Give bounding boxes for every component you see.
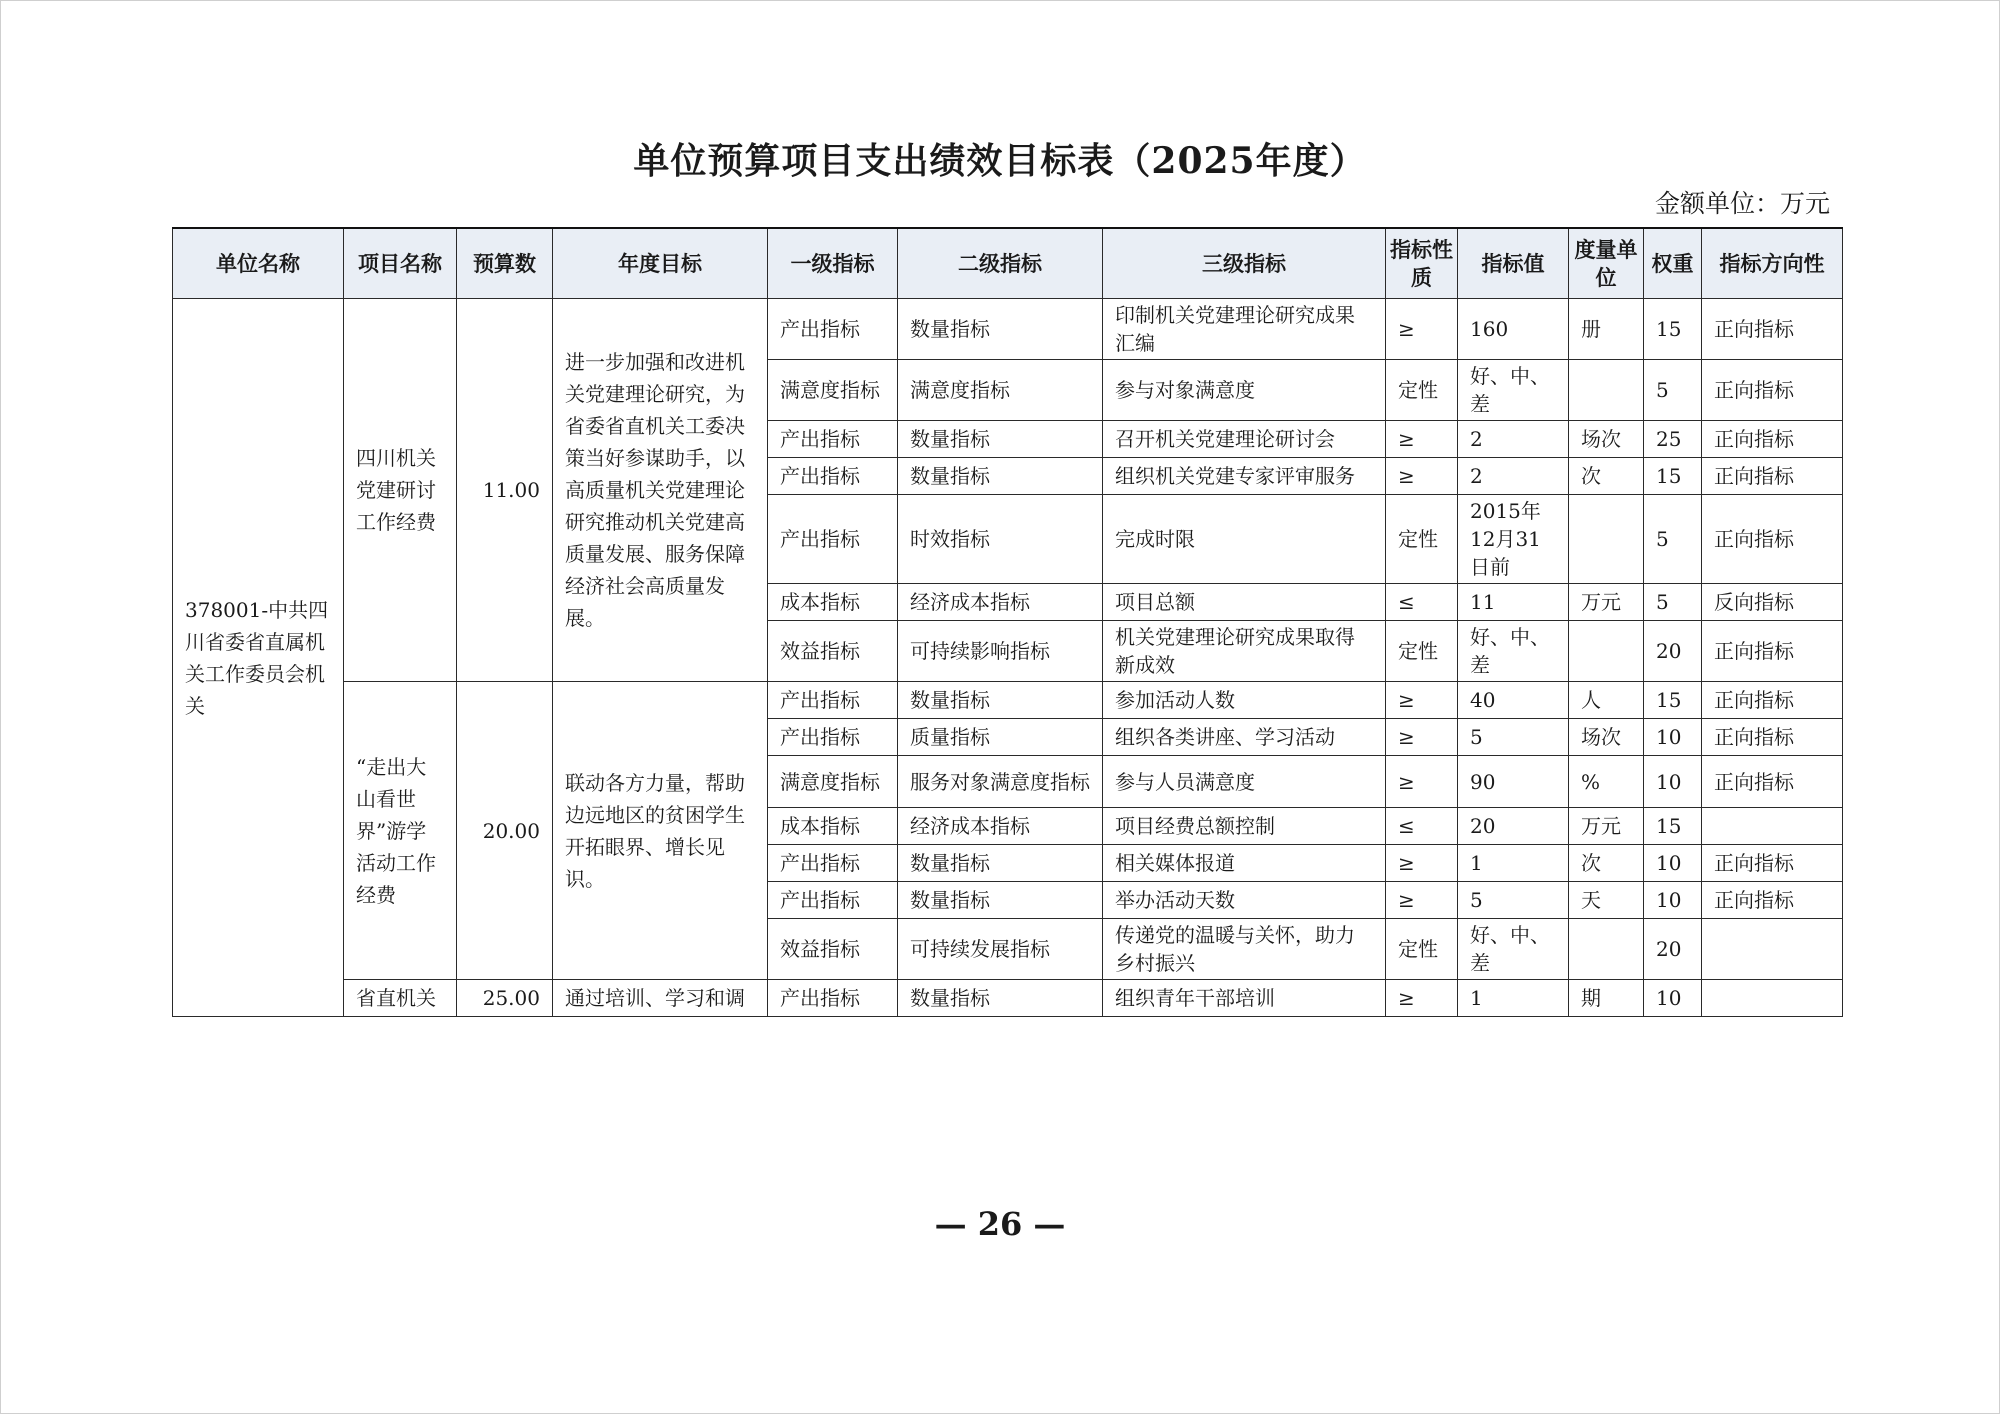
table-row [173,682,1843,719]
weight-cell: 15 [1644,458,1702,495]
level2-indicator-cell: 可持续发展指标 [898,919,1103,980]
level1-indicator-cell: 产出指标 [768,299,898,360]
level2-indicator-cell: 经济成本指标 [898,808,1103,845]
page-title: 单位预算项目支出绩效目标表（2025年度） [633,140,1367,182]
header-cell: 三级指标 [1103,228,1386,299]
measure-unit-cell: 场次 [1569,421,1644,458]
page-number: — 26 — [934,1205,1066,1243]
level1-indicator-cell: 成本指标 [768,584,898,621]
annual-goal-cell: 通过培训、学习和调 [553,980,768,1017]
level3-indicator-cell: 举办活动天数 [1103,882,1386,919]
indicator-value-cell: 好、中、差 [1458,360,1569,421]
level1-indicator-cell: 产出指标 [768,980,898,1017]
weight-cell: 5 [1644,495,1702,584]
level3-indicator-cell: 印制机关党建理论研究成果汇编 [1103,299,1386,360]
level1-indicator-cell: 产出指标 [768,421,898,458]
indicator-value-cell: 好、中、差 [1458,621,1569,682]
level1-indicator-cell: 效益指标 [768,621,898,682]
level1-indicator-cell: 产出指标 [768,845,898,882]
header-cell: 指标性质 [1386,228,1458,299]
table-row [173,299,1843,360]
weight-cell: 5 [1644,584,1702,621]
direction-cell [1702,919,1843,980]
direction-cell: 正向指标 [1702,360,1843,421]
level3-indicator-cell: 项目经费总额控制 [1103,808,1386,845]
indicator-value-cell: 2 [1458,421,1569,458]
indicator-nature-cell: ≥ [1386,882,1458,919]
level3-indicator-cell: 相关媒体报道 [1103,845,1386,882]
indicator-value-cell: 2 [1458,458,1569,495]
weight-cell: 10 [1644,756,1702,808]
header-cell: 二级指标 [898,228,1103,299]
level2-indicator-cell: 数量指标 [898,421,1103,458]
header-cell: 预算数 [457,228,553,299]
level2-indicator-cell: 服务对象满意度指标 [898,756,1103,808]
direction-cell: 正向指标 [1702,421,1843,458]
indicator-value-cell: 2015年12月31日前 [1458,495,1569,584]
indicator-nature-cell: ≥ [1386,299,1458,360]
weight-cell: 10 [1644,980,1702,1017]
level3-indicator-cell: 组织机关党建专家评审服务 [1103,458,1386,495]
measure-unit-cell: 天 [1569,882,1644,919]
weight-cell: 5 [1644,360,1702,421]
table-row [173,980,1843,1017]
project-name-cell: “走出大山看世界”游学活动工作经费 [344,682,457,980]
indicator-value-cell: 1 [1458,845,1569,882]
indicator-nature-cell: 定性 [1386,621,1458,682]
weight-cell: 15 [1644,808,1702,845]
level3-indicator-cell: 传递党的温暖与关怀，助力乡村振兴 [1103,919,1386,980]
level2-indicator-cell: 可持续影响指标 [898,621,1103,682]
annual-goal-cell: 进一步加强和改进机关党建理论研究，为省委省直机关工委决策当好参谋助手，以高质量机关党建理论研究推动机关党建高质量发展、服务保障经济社会高质量发展。 [553,299,768,682]
indicator-nature-cell: ≥ [1386,458,1458,495]
indicator-value-cell: 5 [1458,882,1569,919]
annual-goal-cell: 联动各方力量，帮助边远地区的贫困学生开拓眼界、增长见识。 [553,682,768,980]
level2-indicator-cell: 数量指标 [898,458,1103,495]
direction-cell: 正向指标 [1702,756,1843,808]
level3-indicator-cell: 参与对象满意度 [1103,360,1386,421]
measure-unit-cell [1569,621,1644,682]
level1-indicator-cell: 满意度指标 [768,360,898,421]
measure-unit-cell [1569,919,1644,980]
indicator-value-cell: 40 [1458,682,1569,719]
header-cell: 指标值 [1458,228,1569,299]
level3-indicator-cell: 召开机关党建理论研讨会 [1103,421,1386,458]
measure-unit-cell: 次 [1569,458,1644,495]
indicator-nature-cell: ≥ [1386,719,1458,756]
budget-cell: 25.00 [457,980,553,1017]
level1-indicator-cell: 产出指标 [768,495,898,584]
header-cell: 一级指标 [768,228,898,299]
measure-unit-cell: % [1569,756,1644,808]
level2-indicator-cell: 质量指标 [898,719,1103,756]
indicator-nature-cell: ≤ [1386,584,1458,621]
weight-cell: 10 [1644,882,1702,919]
amount-unit-label: 金额单位：万元 [1654,189,1830,218]
indicator-value-cell: 11 [1458,584,1569,621]
indicator-nature-cell: 定性 [1386,495,1458,584]
level2-indicator-cell: 满意度指标 [898,360,1103,421]
level3-indicator-cell: 完成时限 [1103,495,1386,584]
header-cell: 单位名称 [173,228,344,299]
weight-cell: 10 [1644,719,1702,756]
measure-unit-cell: 万元 [1569,584,1644,621]
measure-unit-cell: 人 [1569,682,1644,719]
weight-cell: 20 [1644,621,1702,682]
level1-indicator-cell: 成本指标 [768,808,898,845]
level1-indicator-cell: 产出指标 [768,458,898,495]
indicator-nature-cell: ≤ [1386,808,1458,845]
level3-indicator-cell: 参加活动人数 [1103,682,1386,719]
weight-cell: 15 [1644,299,1702,360]
weight-cell: 25 [1644,421,1702,458]
direction-cell: 正向指标 [1702,845,1843,882]
level3-indicator-cell: 项目总额 [1103,584,1386,621]
direction-cell: 正向指标 [1702,882,1843,919]
level2-indicator-cell: 数量指标 [898,980,1103,1017]
indicator-nature-cell: ≥ [1386,756,1458,808]
direction-cell: 正向指标 [1702,299,1843,360]
level3-indicator-cell: 机关党建理论研究成果取得新成效 [1103,621,1386,682]
indicator-value-cell: 160 [1458,299,1569,360]
budget-cell: 20.00 [457,682,553,980]
level1-indicator-cell: 效益指标 [768,919,898,980]
measure-unit-cell: 期 [1569,980,1644,1017]
level2-indicator-cell: 数量指标 [898,682,1103,719]
header-cell: 项目名称 [344,228,457,299]
direction-cell: 正向指标 [1702,458,1843,495]
level3-indicator-cell: 组织青年干部培训 [1103,980,1386,1017]
weight-cell: 20 [1644,919,1702,980]
level2-indicator-cell: 经济成本指标 [898,584,1103,621]
direction-cell: 正向指标 [1702,682,1843,719]
weight-cell: 15 [1644,682,1702,719]
measure-unit-cell [1569,495,1644,584]
unit-name-cell: 378001-中共四川省委省直属机关工作委员会机关 [173,299,344,1017]
measure-unit-cell: 万元 [1569,808,1644,845]
level1-indicator-cell: 产出指标 [768,719,898,756]
project-name-cell: 省直机关 [344,980,457,1017]
direction-cell [1702,808,1843,845]
direction-cell: 反向指标 [1702,584,1843,621]
measure-unit-cell: 场次 [1569,719,1644,756]
indicator-nature-cell: 定性 [1386,919,1458,980]
header-cell: 权重 [1644,228,1702,299]
measure-unit-cell: 册 [1569,299,1644,360]
level2-indicator-cell: 数量指标 [898,845,1103,882]
indicator-value-cell: 90 [1458,756,1569,808]
direction-cell [1702,980,1843,1017]
indicator-value-cell: 20 [1458,808,1569,845]
level2-indicator-cell: 数量指标 [898,882,1103,919]
table-header-row [173,228,1843,299]
level1-indicator-cell: 产出指标 [768,882,898,919]
project-name-cell: 四川机关党建研讨工作经费 [344,299,457,682]
indicator-nature-cell: ≥ [1386,980,1458,1017]
level3-indicator-cell: 参与人员满意度 [1103,756,1386,808]
indicator-nature-cell: 定性 [1386,360,1458,421]
header-cell: 度量单位 [1569,228,1644,299]
indicator-value-cell: 5 [1458,719,1569,756]
direction-cell: 正向指标 [1702,719,1843,756]
level3-indicator-cell: 组织各类讲座、学习活动 [1103,719,1386,756]
indicator-nature-cell: ≥ [1386,845,1458,882]
level1-indicator-cell: 产出指标 [768,682,898,719]
measure-unit-cell [1569,360,1644,421]
indicator-value-cell: 1 [1458,980,1569,1017]
table-body [173,299,1843,1017]
level2-indicator-cell: 数量指标 [898,299,1103,360]
direction-cell: 正向指标 [1702,621,1843,682]
level2-indicator-cell: 时效指标 [898,495,1103,584]
header-cell: 年度目标 [553,228,768,299]
budget-cell: 11.00 [457,299,553,682]
weight-cell: 10 [1644,845,1702,882]
indicator-nature-cell: ≥ [1386,682,1458,719]
indicator-value-cell: 好、中、差 [1458,919,1569,980]
indicator-nature-cell: ≥ [1386,421,1458,458]
measure-unit-cell: 次 [1569,845,1644,882]
level1-indicator-cell: 满意度指标 [768,756,898,808]
direction-cell: 正向指标 [1702,495,1843,584]
performance-table [172,227,1843,1017]
header-cell: 指标方向性 [1702,228,1843,299]
